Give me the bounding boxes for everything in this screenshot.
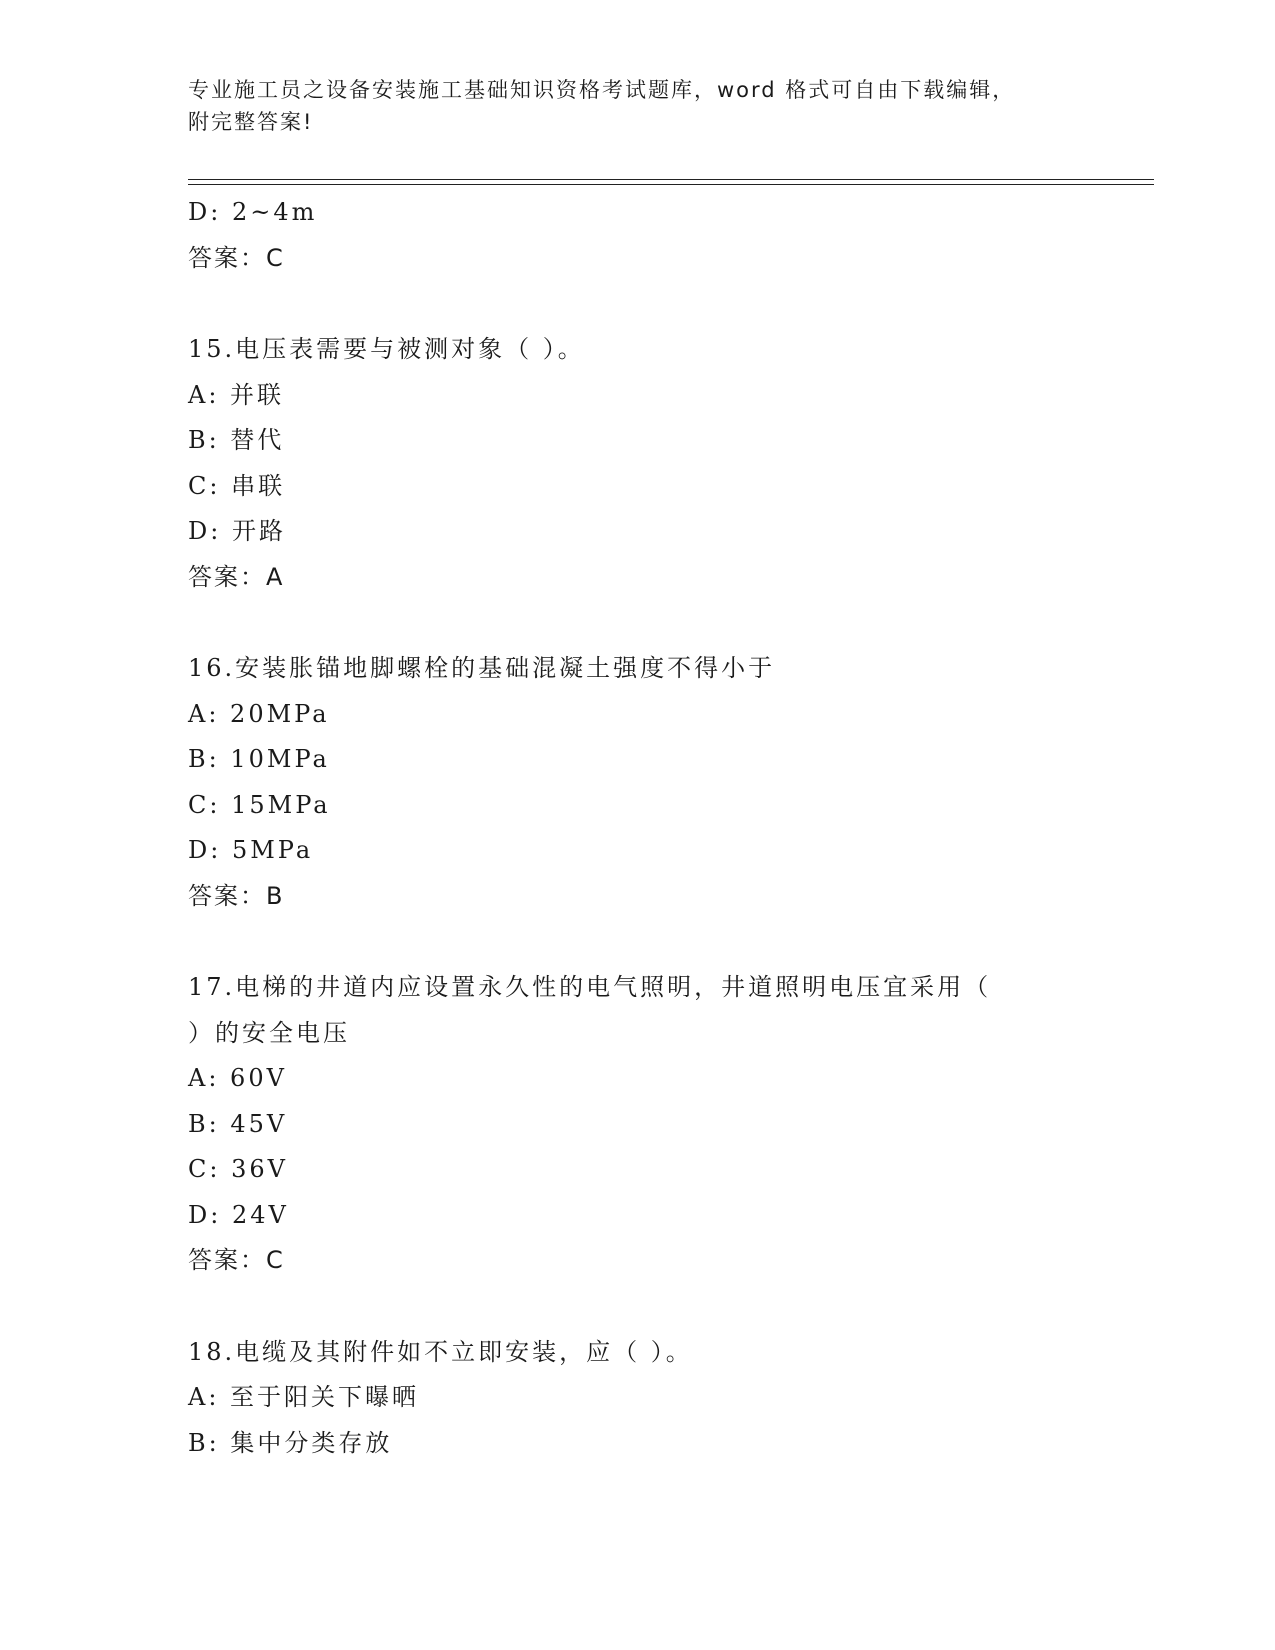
question-stem-18: 18.电缆及其附件如不立即安装，应（ ）。 [188,1337,693,1366]
option-d: D: 2~4m [188,198,318,226]
spacer [188,919,1118,965]
question-stem-17-line-1: 17.电梯的井道内应设置永久性的电气照明，井道照明电压宜采用（ [188,973,992,1001]
header-rule-bottom [188,184,1154,185]
option-d: D: 24V [188,1200,289,1229]
document-header [188,74,1088,138]
option-b: B: 10MPa [188,745,330,773]
option-b: B: 替代 [188,426,285,454]
spacer [188,600,1118,646]
option-a: A: 60V [188,1064,287,1092]
answer: 答案：C [188,243,285,272]
header-line-1: 专业施工员之设备安装施工基础知识资格考试题库，word 格式可自由下载编辑， [188,78,1016,102]
question-stem-17-line-2: ）的安全电压 [188,1018,350,1047]
option-c: C: 15MPa [188,790,331,819]
option-d: D: 5MPa [188,836,314,864]
option-a: A: 至于阳关下曝晒 [188,1383,420,1411]
answer: 答案：B [188,881,285,910]
spacer [188,281,1118,327]
option-b: B: 集中分类存放 [188,1428,393,1457]
question-stem-15: 15.电压表需要与被测对象（ ）。 [188,335,585,363]
option-c: C: 36V [188,1155,288,1183]
option-d: D: 开路 [188,517,286,545]
question-list [188,190,1118,1466]
option-b: B: 45V [188,1109,288,1138]
answer: 答案：A [188,562,285,591]
option-a: A: 20MPa [188,699,330,728]
answer: 答案：C [188,1246,285,1274]
option-c: C: 串联 [188,471,286,500]
option-a: A: 并联 [188,380,285,409]
header-rule-top [188,179,1154,180]
header-line-2: 附完整答案! [188,110,314,134]
spacer [188,1284,1118,1330]
question-stem-16: 16.安装胀锚地脚螺栓的基础混凝土强度不得小于 [188,654,776,682]
